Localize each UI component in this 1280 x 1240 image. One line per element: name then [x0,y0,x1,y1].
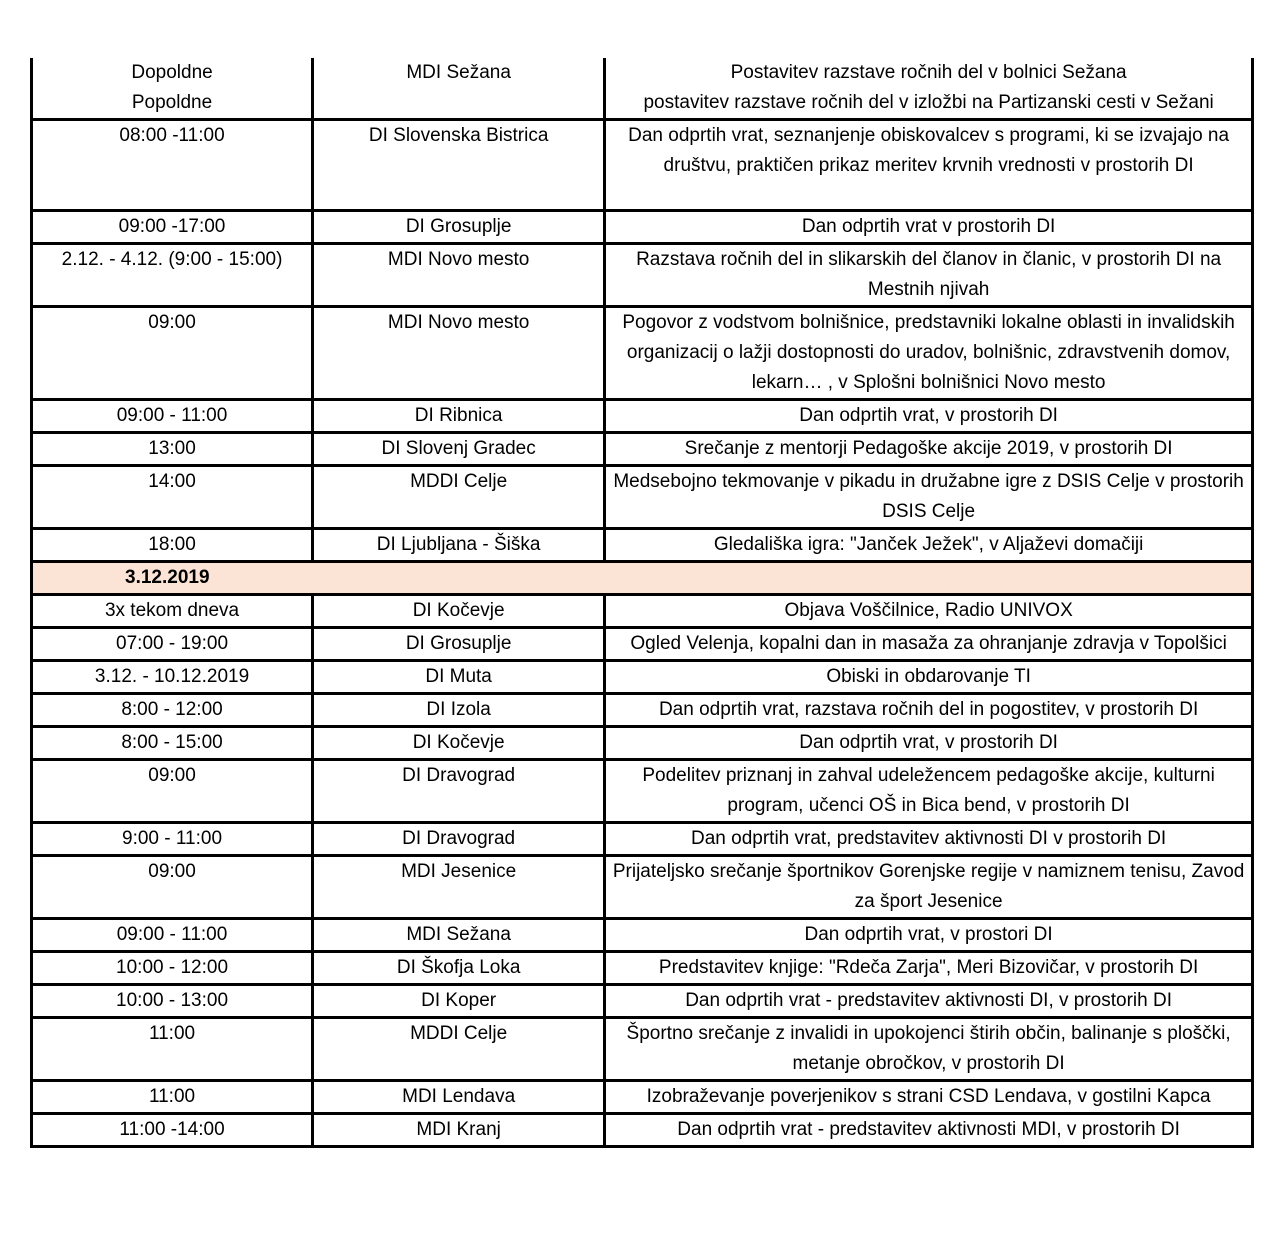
table-row [32,400,1253,433]
organization-cell: DI Koper [313,985,605,1018]
table-row [32,120,1253,211]
events-table [30,58,1254,1148]
table-row [32,307,1253,400]
table-row [32,823,1253,856]
organization-cell: MDI Novo mesto [313,244,605,307]
event-cell: Razstava ročnih del in slikarskih del članov in članic, v prostorih DI na Mestnih njivah [605,244,1253,307]
table-row [32,1081,1253,1114]
time-cell: 09:00 [32,760,313,823]
events-table-body [32,58,1253,1147]
table-row [32,856,1253,919]
organization-cell: DI Izola [313,694,605,727]
organization-cell: MDDI Celje [313,466,605,529]
event-cell: Gledališka igra: "Janček Ježek", v Aljaževi domačiji [605,529,1253,562]
table-row [32,985,1253,1018]
organization-cell: DI Ljubljana - Šiška [313,529,605,562]
time-cell: 09:00 [32,307,313,400]
event-cell: Dan odprtih vrat, predstavitev aktivnosti DI v prostorih DI [605,823,1253,856]
table-row [32,919,1253,952]
event-cell: Dan odprtih vrat, v prostori DI [605,919,1253,952]
organization-cell: DI Muta [313,661,605,694]
organization-cell: MDI Kranj [313,1114,605,1147]
table-row [32,211,1253,244]
time-cell: 10:00 - 13:00 [32,985,313,1018]
table-row [32,58,1253,120]
organization-cell: MDI Novo mesto [313,307,605,400]
organization-cell: MDDI Celje [313,1018,605,1081]
table-row [32,244,1253,307]
event-cell: Dan odprtih vrat - predstavitev aktivnosti DI, v prostorih DI [605,985,1253,1018]
event-cell: Pogovor z vodstvom bolnišnice, predstavniki lokalne oblasti in invalidskih organizacij o lažji dostopnosti do uradov, bolnišnic, zdravstvenih domov, lekarn… , v Splošni bolnišnici Novo mesto [605,307,1253,400]
organization-cell: DI Dravograd [313,823,605,856]
event-cell: Dan odprtih vrat, razstava ročnih del in pogostitev, v prostorih DI [605,694,1253,727]
date-header: 3.12.2019 [32,562,1253,595]
event-cell: Dan odprtih vrat, v prostorih DI [605,400,1253,433]
event-cell: Izobraževanje poverjenikov s strani CSD Lendava, v gostilni Kapca [605,1081,1253,1114]
time-cell: 11:00 -14:00 [32,1114,313,1147]
event-cell: Dan odprtih vrat, seznanjenje obiskovalcev s programi, ki se izvajajo na društvu, praktičen prikaz meritev krvnih vrednosti v prostorih DI [605,120,1253,211]
time-cell: 2.12. - 4.12. (9:00 - 15:00) [32,244,313,307]
table-row [32,760,1253,823]
table-row [32,952,1253,985]
table-row [32,466,1253,529]
time-cell: 09:00 [32,856,313,919]
time-cell: 9:00 - 11:00 [32,823,313,856]
table-row [32,529,1253,562]
event-cell: Športno srečanje z invalidi in upokojenci štirih občin, balinanje s ploščki, metanje obročkov, v prostorih DI [605,1018,1253,1081]
time-cell: 13:00 [32,433,313,466]
table-row [32,661,1253,694]
organization-cell: MDI Lendava [313,1081,605,1114]
event-cell: Dan odprtih vrat v prostorih DI [605,211,1253,244]
event-cell: Postavitev razstave ročnih del v bolnici Sežana postavitev razstave ročnih del v izložbi na Partizanski cesti v Sežani [605,58,1253,120]
organization-cell: DI Dravograd [313,760,605,823]
event-cell: Podelitev priznanj in zahval udeležencem pedagoške akcije, kulturni program, učenci OŠ in Bica bend, v prostorih DI [605,760,1253,823]
time-cell: 8:00 - 15:00 [32,727,313,760]
organization-cell: DI Škofja Loka [313,952,605,985]
time-cell: 09:00 - 11:00 [32,919,313,952]
event-cell: Objava Voščilnice, Radio UNIVOX [605,595,1253,628]
event-cell: Srečanje z mentorji Pedagoške akcije 2019, v prostorih DI [605,433,1253,466]
event-cell: Obiski in obdarovanje TI [605,661,1253,694]
table-row [32,628,1253,661]
time-cell: 09:00 - 11:00 [32,400,313,433]
table-row [32,1114,1253,1147]
time-cell: 09:00 -17:00 [32,211,313,244]
event-cell: Ogled Velenja, kopalni dan in masaža za ohranjanje zdravja v Topolšici [605,628,1253,661]
time-cell: 3x tekom dneva [32,595,313,628]
organization-cell: DI Grosuplje [313,628,605,661]
time-cell: 11:00 [32,1081,313,1114]
time-cell: 08:00 -11:00 [32,120,313,211]
event-cell: Dan odprtih vrat, v prostorih DI [605,727,1253,760]
table-row [32,1018,1253,1081]
time-cell: 11:00 [32,1018,313,1081]
organization-cell: DI Kočevje [313,595,605,628]
time-cell: 10:00 - 12:00 [32,952,313,985]
event-cell: Dan odprtih vrat - predstavitev aktivnosti MDI, v prostorih DI [605,1114,1253,1147]
event-cell: Medsebojno tekmovanje v pikadu in družabne igre z DSIS Celje v prostorih DSIS Celje [605,466,1253,529]
organization-cell: MDI Sežana [313,919,605,952]
organization-cell: DI Kočevje [313,727,605,760]
table-row [32,433,1253,466]
date-header-row [32,562,1253,595]
event-cell: Prijateljsko srečanje športnikov Gorenjske regije v namiznem tenisu, Zavod za šport Jesenice [605,856,1253,919]
organization-cell: MDI Jesenice [313,856,605,919]
time-cell: 3.12. - 10.12.2019 [32,661,313,694]
organization-cell: DI Slovenj Gradec [313,433,605,466]
time-cell: 18:00 [32,529,313,562]
organization-cell: DI Grosuplje [313,211,605,244]
table-row [32,727,1253,760]
table-row [32,595,1253,628]
organization-cell: DI Slovenska Bistrica [313,120,605,211]
time-cell: 14:00 [32,466,313,529]
table-row [32,694,1253,727]
time-cell: 8:00 - 12:00 [32,694,313,727]
time-cell: Dopoldne Popoldne [32,58,313,120]
time-cell: 07:00 - 19:00 [32,628,313,661]
organization-cell: MDI Sežana [313,58,605,120]
event-cell: Predstavitev knjige: "Rdeča Zarja", Meri Bizovičar, v prostorih DI [605,952,1253,985]
organization-cell: DI Ribnica [313,400,605,433]
